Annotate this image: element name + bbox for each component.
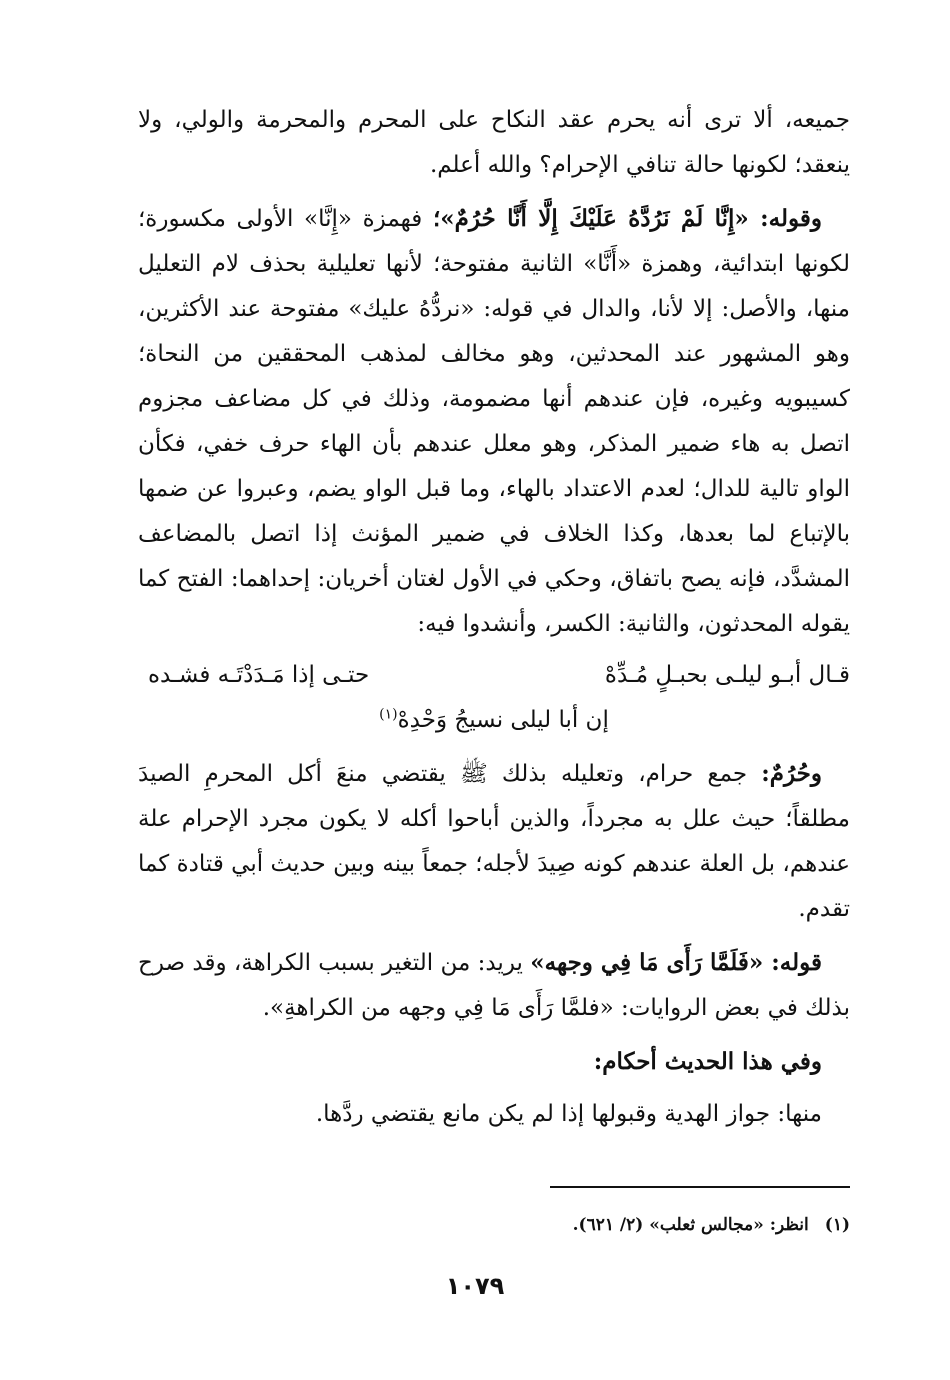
paragraph-3 <box>138 751 850 932</box>
paragraph-3-text: جمع حرام، وتعليله بذلك ﷺ يقتضي منعَ أكل المحرمِ الصيدَ مطلقاً؛ حيث علل به مجرداً، والذين أباحوا أكله لا يكون مجرد الإحرام علة عندهم، بل العلة عندهم كونه صِيدَ لأجله؛ جمعاً بينه وبين حديث أبي قتادة كما تقدم. <box>138 761 850 922</box>
page-number: ١٠٧٩ <box>445 1272 505 1300</box>
verse-hemistich-2: حتـى إذا مَـدَدْتَـه فشـده <box>148 662 370 688</box>
hadith-quote-2: قوله: «فَلَمَّا رَأَى مَا فِي وجهه» <box>530 949 823 976</box>
paragraph-2-text: فهمزة «إِنَّا» الأولى مكسورة؛ لكونها ابتدائية، وهمزة «أَنَّا» الثانية مفتوحة؛ لأنها تعليلية بحذف لام التعليل منها، والأصل: إلا لأنا، والدال في قوله: «نردُّهُ عليك» مفتوحة عند الأكثرين، وهو المشهور عند المحدثين، وهو مخالف لمذهب المحققين من النحاة؛ كسيبويه وغيره، فإن عندهم أنها مضمومة، وذلك في كل مضاعف مجزوم اتصل به هاء ضمير المذكر، وهو معلل عندهم بأن الهاء حرف خفي، فكأن الواو تالية للدال؛ لعدم الاعتداد بالهاء، وما قبل الواو يضم، وعبروا عن ضمها بالإتباع لما بعدها، وكذا الخلاف في ضمير المؤنث إذا اتصل بالمضاعف المشدَّد، فإنه يصح باتفاق، وحكي في الأول لغتان أخريان: إحداهما: الفتح كما يقوله المحدثون، والثانية: الكسر، وأنشدوا فيه: <box>138 206 850 637</box>
paragraph-4 <box>138 940 850 1031</box>
footnote <box>138 1210 850 1240</box>
footnote-divider <box>550 1186 850 1188</box>
paragraph-4-text: يريد: من التغير بسبب الكراهة، وقد صرح بذلك في بعض الروايات: «فلمَّا رَأَى مَا فِي وجهه من الكراهةِ». <box>138 950 850 1021</box>
poem-verse <box>138 653 850 743</box>
verse-line-2 <box>138 698 850 743</box>
footnote-text: انظر: «مجالس ثعلب» (٢/ ٦٢١). <box>572 1215 809 1235</box>
main-text <box>138 98 850 1137</box>
paragraph-6: منها: جواز الهدية وقبولها إذا لم يكن مانع يقتضي ردَّها. <box>315 1101 822 1127</box>
verse-line-2-text: إن أبا ليلى نسيجُ وَحْدِهْ <box>397 707 609 733</box>
verse-line-1 <box>138 653 850 698</box>
footnote-reference: (١) <box>379 706 398 723</box>
paragraph-2 <box>138 196 850 647</box>
hadith-quote-1: وقوله: «إِنَّا لَمْ نَرُدَّهُ عَلَيْكَ إِلَّا أَنَّا حُرُمٌ»؛ <box>432 205 822 232</box>
term-heading: وحُرُمٌ: <box>761 760 822 787</box>
rulings-heading: وفي هذا الحديث أحكام: <box>593 1048 822 1075</box>
paragraph-1: جميعه، ألا ترى أنه يحرم عقد النكاح على المحرم والمحرمة والولي، ولا ينعقد؛ لكونها حالة تنافي الإحرام؟ والله أعلم. <box>138 107 850 178</box>
verse-hemistich-1: قـال أبـو ليلـى بحبـلٍ مُـدِّهْ <box>604 662 850 688</box>
footnote-number: (١) <box>824 1215 850 1235</box>
